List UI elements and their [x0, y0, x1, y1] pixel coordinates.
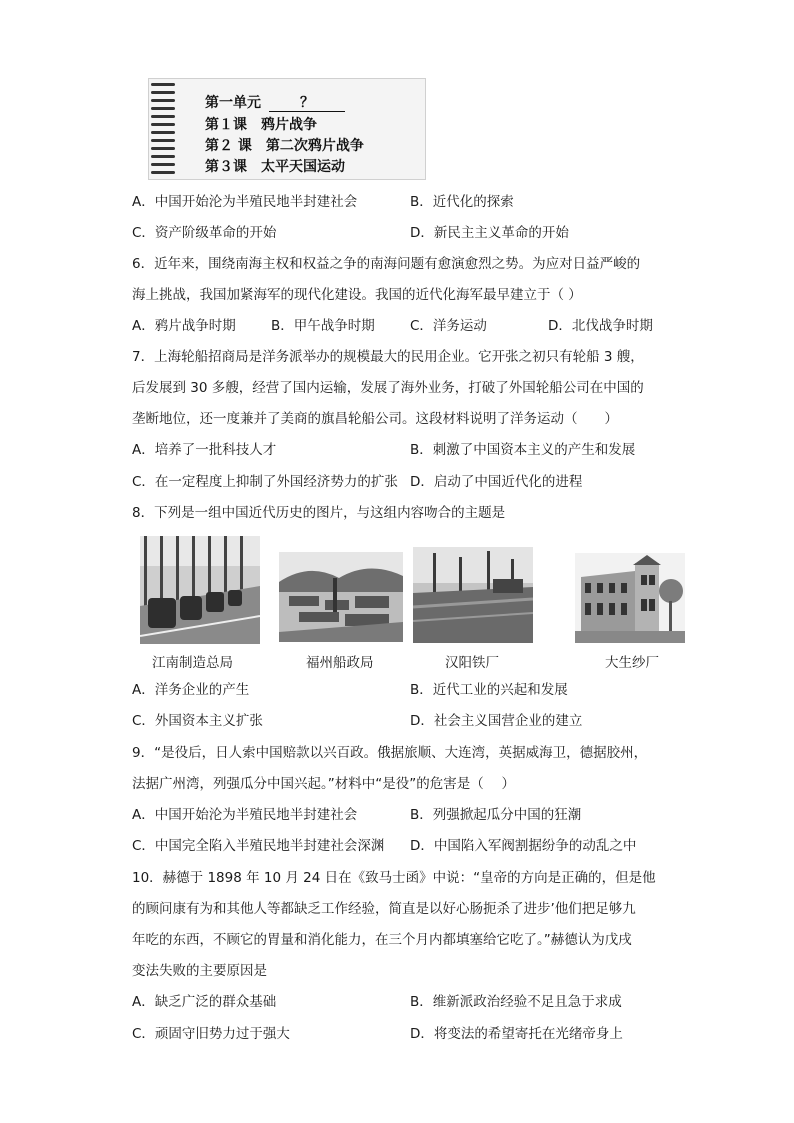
q9-option-c: C．中国完全陷入半殖民地半封建社会深渊 [132, 838, 385, 854]
q6-option-c: C．洋务运动 [410, 318, 487, 334]
q5-option-d: D．新民主主义革命的开始 [410, 225, 569, 241]
q7-stem-line-2: 后发展到 30 多艘，经营了国内运输，发展了海外业务，打破了外国轮船公司在中国的 [132, 380, 644, 396]
caption-dasheng: 大生纱厂 [605, 655, 659, 671]
caption-jiangnan: 江南制造总局 [152, 655, 233, 671]
notebook-lesson-3: 第３课 太平天国运动 [205, 159, 345, 175]
q10-stem-line-2: 的顾问康有为和其他人等都缺乏工作经验，简直是以好心肠扼杀了进步’他们把足够九 [132, 901, 636, 917]
unit-label: 第一单元 [205, 95, 261, 111]
jiangnan-arsenal-photo [140, 536, 260, 644]
notebook-lesson-1: 第１课 鸦片战争 [205, 117, 317, 133]
q8-stem-line-1: 8．下列是一组中国近代历史的图片，与这组内容吻合的主题是 [132, 505, 506, 521]
caption-hanyang: 汉阳铁厂 [445, 655, 499, 671]
q10-option-c: C．顽固守旧势力过于强大 [132, 1026, 290, 1042]
q10-stem-line-3: 年吃的东西，不顾它的胃量和消化能力，在三个月内都填塞给它吃了。”赫德认为戊戌 [132, 932, 632, 948]
q6-option-d: D．北伐战争时期 [548, 318, 653, 334]
hanyang-ironworks-photo [413, 547, 533, 643]
notebook-unit-title [205, 95, 345, 112]
q10-option-a: A．缺乏广泛的群众基础 [132, 994, 277, 1010]
q7-option-a: A．培养了一批科技人才 [132, 442, 277, 458]
q5-option-b: B．近代化的探索 [410, 194, 514, 210]
q6-option-b: B．甲午战争时期 [271, 318, 375, 334]
q9-option-d: D．中国陷入军阀割据纷争的动乱之中 [410, 838, 637, 854]
q5-option-a: A．中国开始沦为半殖民地半封建社会 [132, 194, 358, 210]
q9-option-a: A．中国开始沦为半殖民地半封建社会 [132, 807, 358, 823]
unit-notebook-image [148, 78, 426, 180]
q6-option-a: A．鸦片战争时期 [132, 318, 236, 334]
q10-stem-line-1: 10．赫德于 1898 年 10 月 24 日在《致马士函》中说：“皇帝的方向是正确的，但是他 [132, 870, 656, 886]
q7-option-c: C．在一定程度上抑制了外国经济势力的扩张 [132, 474, 398, 490]
q10-stem-line-4: 变法失败的主要原因是 [132, 963, 267, 979]
q7-option-d: D．启动了中国近代化的进程 [410, 474, 583, 490]
q7-option-b: B．刺激了中国资本主义的产生和发展 [410, 442, 636, 458]
q8-option-a: A．洋务企业的产生 [132, 682, 250, 698]
q8-option-b: B．近代工业的兴起和发展 [410, 682, 568, 698]
caption-fuzhou: 福州船政局 [306, 655, 374, 671]
q8-option-c: C．外国资本主义扩张 [132, 713, 263, 729]
q9-stem-line-1: 9．“是役后，日人索中国赔款以兴百政。俄据旅顺、大连湾，英据威海卫，德据胶州， [132, 745, 648, 761]
q8-option-d: D．社会主义国营企业的建立 [410, 713, 583, 729]
q6-stem-line-1: 6．近年来，围绕南海主权和权益之争的南海问题有愈演愈烈之势。为应对日益严峻的 [132, 256, 641, 272]
unit-blank: ？ [269, 95, 345, 112]
q10-option-d: D．将变法的希望寄托在光绪帝身上 [410, 1026, 623, 1042]
q6-stem-line-2: 海上挑战，我国加紧海军的现代化建设。我国的近代化海军最早建立于（ ） [132, 287, 582, 303]
q7-stem-line-1: 7．上海轮船招商局是洋务派举办的规模最大的民用企业。它开张之初只有轮船 3 艘， [132, 349, 644, 365]
q9-option-b: B．列强掀起瓜分中国的狂潮 [410, 807, 582, 823]
q10-option-b: B．维新派政治经验不足且急于求成 [410, 994, 622, 1010]
notebook-lesson-2: 第２ 课 第二次鸦片战争 [205, 138, 364, 154]
q7-stem-line-3: 垄断地位，还一度兼并了美商的旗昌轮船公司。这段材料说明了洋务运动（ ） [132, 411, 618, 427]
spiral-binding-icon [151, 83, 177, 177]
q9-stem-line-2: 法据广州湾，列强瓜分中国兴起。”材料中“是役”的危害是（ ） [132, 776, 516, 792]
fuzhou-shipyard-photo [279, 552, 403, 642]
q5-option-c: C．资产阶级革命的开始 [132, 225, 277, 241]
dasheng-mill-photo [575, 553, 685, 643]
